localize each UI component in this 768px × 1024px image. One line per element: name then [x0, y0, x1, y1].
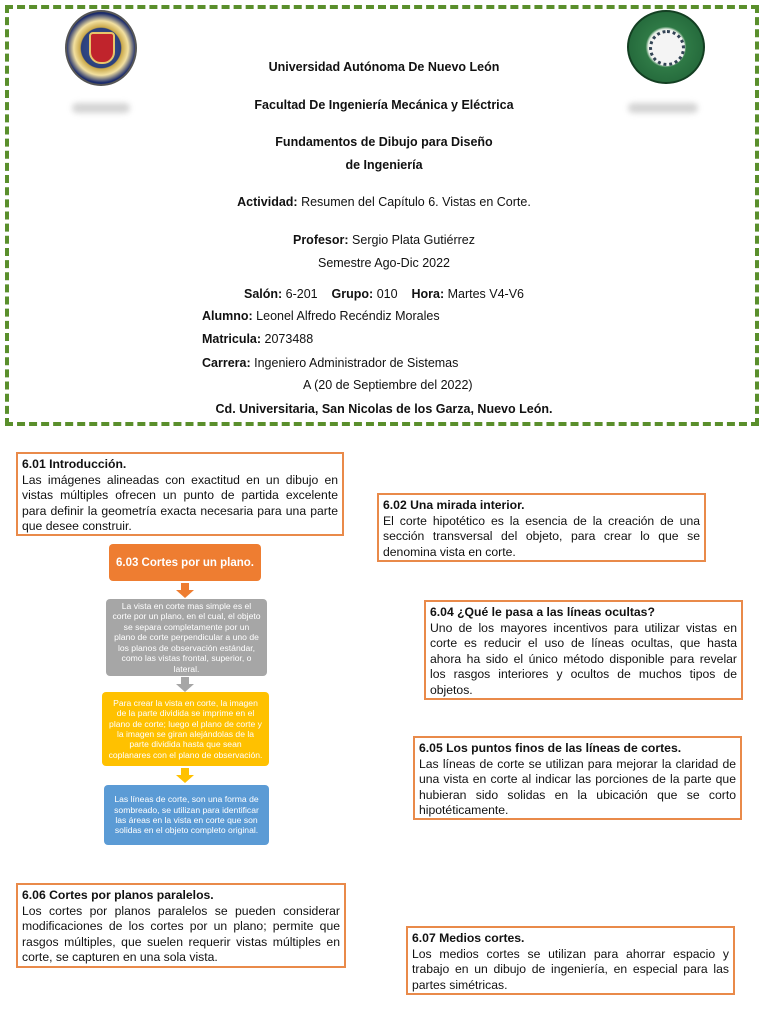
section-title: 6.06 Cortes por planos paralelos.: [22, 888, 214, 902]
room-value: 6-201: [282, 287, 318, 301]
flowchart-step-2: Para crear la vista en corte, la imagen de la parte dividida se imprime en el plano de corte; luego el plano de corte y la imagen se giran alejándolas de la parte dividida hasta que sean coplanares con el plano de observación.: [102, 692, 269, 766]
room-label: Salón:: [243, 287, 283, 301]
career-value: Ingeniero Administrador de Sistemas: [250, 356, 459, 370]
section-title: 6.01 Introducción.: [22, 457, 127, 471]
section-body: Los medios cortes se utilizan para ahorrar espacio y trabajo en un dibujo de ingeniería, en especial para las partes simétricas.: [412, 946, 729, 992]
section-title: 6.07 Medios cortes.: [412, 931, 525, 945]
semester-line: Semestre Ago-Dic 2022: [317, 256, 450, 270]
activity-line: [0, 195, 768, 209]
activity-label: Actividad:: [237, 195, 298, 209]
section-6-02-box: [377, 493, 706, 562]
place-line: Cd. Universitaria, San Nicolas de los Garza, Nuevo León.: [215, 402, 553, 416]
date-line: A (20 de Septiembre del 2022): [303, 378, 473, 392]
section-title: 6.02 Una mirada interior.: [383, 498, 525, 512]
career-label: Carrera:: [202, 356, 251, 370]
section-6-07-box: [406, 926, 735, 995]
faculty-name: Facultad De Ingeniería Mecánica y Eléctrica: [254, 98, 514, 112]
university-logo-icon: [65, 10, 137, 86]
schedule-line: [0, 287, 768, 301]
time-value: Martes V4-V6: [444, 287, 525, 301]
course-title-line1: Fundamentos de Dibujo para Diseño: [275, 135, 493, 149]
course-title-line2: de Ingeniería: [345, 158, 423, 172]
section-title: 6.05 Los puntos finos de las líneas de cortes.: [419, 741, 682, 755]
section-6-06-box: [16, 883, 346, 968]
section-6-04-box: [424, 600, 743, 700]
professor-value: Sergio Plata Gutiérrez: [348, 233, 476, 247]
activity-value: Resumen del Capítulo 6. Vistas en Corte.: [297, 195, 531, 209]
section-6-01-box: [16, 452, 344, 536]
student-value: Leonel Alfredo Recéndiz Morales: [252, 309, 440, 323]
section-body: El corte hipotético es la esencia de la creación de una sección transversal del objeto, para crear lo que se denomina vista en corte.: [383, 513, 700, 559]
flowchart-title: 6.03 Cortes por un plano.: [109, 544, 261, 581]
university-name: Universidad Autónoma De Nuevo León: [268, 60, 500, 74]
id-label: Matricula:: [202, 332, 262, 346]
section-body: Las imágenes alineadas con exactitud en un dibujo en vistas múltiples ofrecen un punto de partida excelente para definir la geometría exacta necesaria para una parte que desee construir.: [22, 472, 338, 533]
section-body: Uno de los mayores incentivos para utilizar vistas en corte es reducir el uso de líneas ocultas, que hasta ahora ha sido el único método disponible para revelar los rasgos interiores y ocultos de muchos tipos de objetos.: [430, 620, 737, 697]
student-line: [202, 309, 440, 323]
professor-label: Profesor:: [292, 233, 349, 247]
section-6-05-box: [413, 736, 742, 820]
section-title: 6.04 ¿Qué le pasa a las líneas ocultas?: [430, 605, 655, 619]
section-body: Las líneas de corte se utilizan para mejorar la claridad de una vista en corte al indicar las porciones de la parte que hubieran sido solidas en la ubicación que se corto hipotéticamente.: [419, 756, 736, 817]
id-line: [202, 332, 313, 346]
time-label: Hora:: [411, 287, 445, 301]
career-line: [202, 356, 458, 370]
group-value: 010: [373, 287, 398, 301]
group-label: Grupo:: [331, 287, 374, 301]
professor-line: [0, 233, 768, 247]
section-body: Los cortes por planos paralelos se pueden considerar modificaciones de los cortes por un plano; permite que rasgos múltiples, que suelen requerir vistas múltiples en corte, se capturen en una sola vista.: [22, 903, 340, 964]
student-label: Alumno:: [202, 309, 253, 323]
flowchart-step-3: Las líneas de corte, son una forma de sombreado, se utilizan para identificar las áreas en la vista en corte que son solidas en el objeto completo original.: [104, 785, 269, 845]
flowchart-step-1: La vista en corte mas simple es el corte por un plano, en el cual, el objeto se separa completamente por un plano de corte perpendicular a uno de los planos de observación estándar, como las vistas frontal, superior, o lateral.: [106, 599, 267, 676]
id-value: 2073488: [261, 332, 314, 346]
